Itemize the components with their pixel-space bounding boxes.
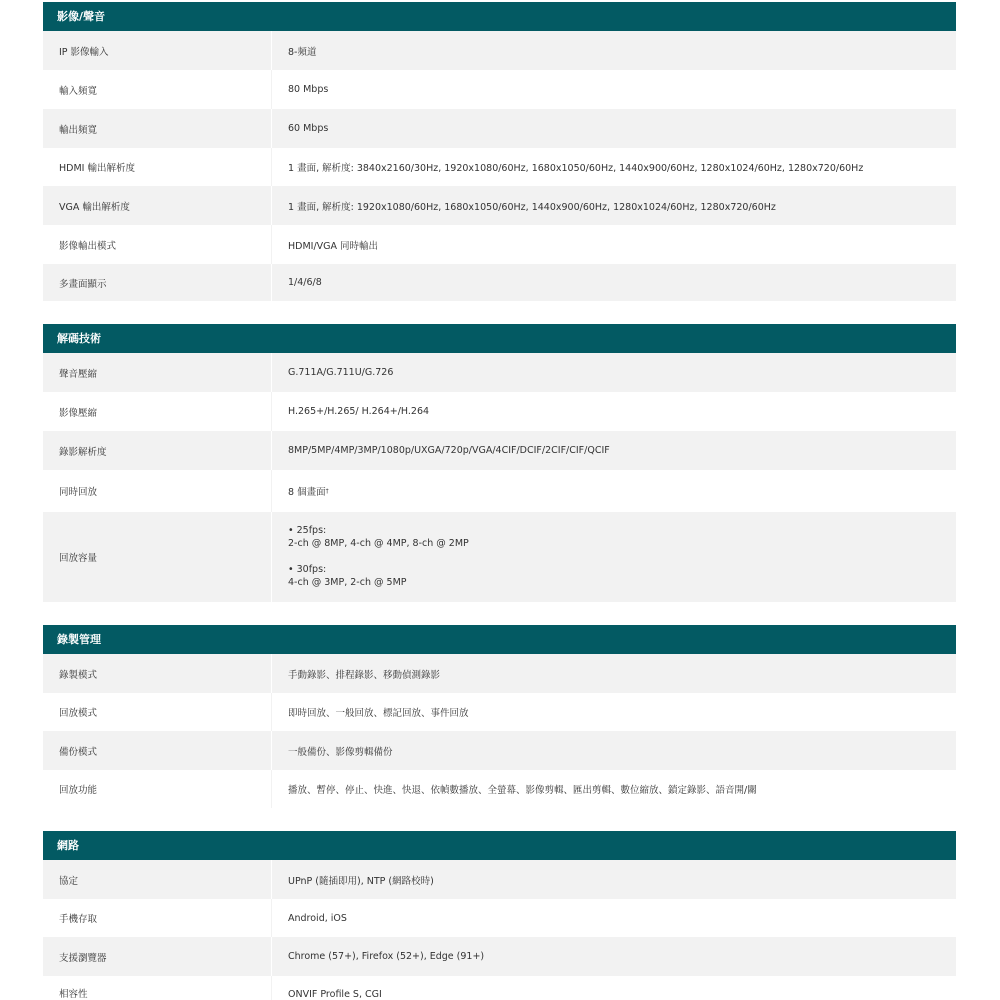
section-title: 網路	[43, 831, 956, 860]
row-label: 相容性	[43, 976, 272, 1000]
section-title: 錄製管理	[43, 625, 956, 654]
row-value: 1 畫面, 解析度: 1920x1080/60Hz, 1680x1050/60Hz, 1440x900/60Hz, 1280x1024/60Hz, 1280x720/60Hz	[288, 201, 776, 213]
bullet-detail: 2-ch @ 8MP, 4-ch @ 4MP, 8-ch @ 2MP	[288, 538, 469, 549]
table-row	[43, 186, 956, 225]
row-label: 多畫面顯示	[43, 264, 272, 301]
row-value: 即時回放、一般回放、標記回放、事件回放	[288, 708, 469, 719]
row-value: 60 Mbps	[288, 123, 329, 134]
bullet-item	[288, 563, 956, 589]
table-row	[43, 731, 956, 770]
table-row	[43, 264, 956, 301]
row-value: 8-頻道	[288, 46, 317, 58]
value-text: 8 個畫面	[288, 487, 326, 498]
table-row	[43, 70, 956, 109]
row-label: 支援瀏覽器	[43, 937, 272, 976]
row-label: 同時回放	[43, 470, 272, 512]
row-label: 影像輸出模式	[43, 225, 272, 264]
table-row	[43, 937, 956, 976]
row-value: UPnP (隨插即用), NTP (網路校時)	[288, 875, 434, 887]
row-value	[272, 512, 956, 602]
bullet-item	[288, 524, 956, 550]
table-row	[43, 693, 956, 731]
row-label: 錄影解析度	[43, 431, 272, 470]
table-row	[43, 470, 956, 512]
row-label: 輸入頻寬	[43, 70, 272, 109]
table-row	[43, 31, 956, 70]
row-value: 80 Mbps	[288, 84, 329, 95]
table-row	[43, 431, 956, 470]
section-decoding	[43, 324, 956, 602]
row-label: 協定	[43, 860, 272, 899]
row-value: 一般備份、影像剪輯備份	[288, 746, 393, 758]
row-label: 手機存取	[43, 899, 272, 937]
section-title: 解碼技術	[43, 324, 956, 353]
footnote-mark: †	[325, 487, 329, 495]
row-label: 影像壓縮	[43, 392, 272, 431]
row-label: 錄製模式	[43, 654, 272, 693]
row-label: HDMI 輸出解析度	[43, 148, 272, 186]
row-value: Chrome (57+), Firefox (52+), Edge (91+)	[288, 951, 485, 962]
row-label: 備份模式	[43, 731, 272, 770]
row-label: 輸出頻寬	[43, 109, 272, 148]
row-value: HDMI/VGA 同時輸出	[288, 240, 379, 252]
table-row	[43, 148, 956, 186]
row-value: H.265+/H.265/ H.264+/H.264	[288, 406, 430, 417]
row-label: VGA 輸出解析度	[43, 186, 272, 225]
section-title: 影像/聲音	[43, 2, 956, 31]
row-label: IP 影像輸入	[43, 31, 272, 70]
table-row	[43, 392, 956, 431]
row-value: G.711A/G.711U/G.726	[288, 367, 394, 378]
table-row	[43, 770, 956, 808]
bullet-detail: 4-ch @ 3MP, 2-ch @ 5MP	[288, 577, 407, 588]
section-recording	[43, 625, 956, 808]
table-row	[43, 899, 956, 937]
row-label: 回放模式	[43, 693, 272, 731]
bullet-heading: • 25fps:	[288, 525, 327, 536]
row-value: 1 畫面, 解析度: 3840x2160/30Hz, 1920x1080/60Hz, 1680x1050/60Hz, 1440x900/60Hz, 1280x1024/60Hz, 1280x720/60Hz	[288, 163, 864, 174]
table-row	[43, 225, 956, 264]
table-row	[43, 109, 956, 148]
table-row	[43, 353, 956, 392]
bullet-heading: • 30fps:	[288, 564, 327, 575]
table-row	[43, 976, 956, 1000]
row-label: 回放功能	[43, 770, 272, 808]
section-video-audio	[43, 2, 956, 301]
row-value: 8MP/5MP/4MP/3MP/1080p/UXGA/720p/VGA/4CIF/DCIF/2CIF/CIF/QCIF	[288, 445, 610, 456]
row-value: Android, iOS	[288, 912, 347, 924]
row-value: ONVIF Profile S, CGI	[288, 989, 382, 1000]
row-value: 手動錄影、排程錄影、移動偵測錄影	[288, 669, 441, 681]
row-value: 播放、暫停、停止、快進、快退、依幀數播放、全螢幕、影像剪輯、匯出剪輯、數位縮放、鎖定錄影、語音開/關	[288, 785, 757, 796]
row-label: 聲音壓縮	[43, 353, 272, 392]
table-row	[43, 860, 956, 899]
section-network	[43, 831, 956, 1000]
row-label: 回放容量	[43, 512, 272, 602]
table-row	[43, 654, 956, 693]
row-value: 1/4/6/8	[288, 277, 322, 288]
table-row	[43, 512, 956, 602]
row-value	[272, 470, 956, 512]
